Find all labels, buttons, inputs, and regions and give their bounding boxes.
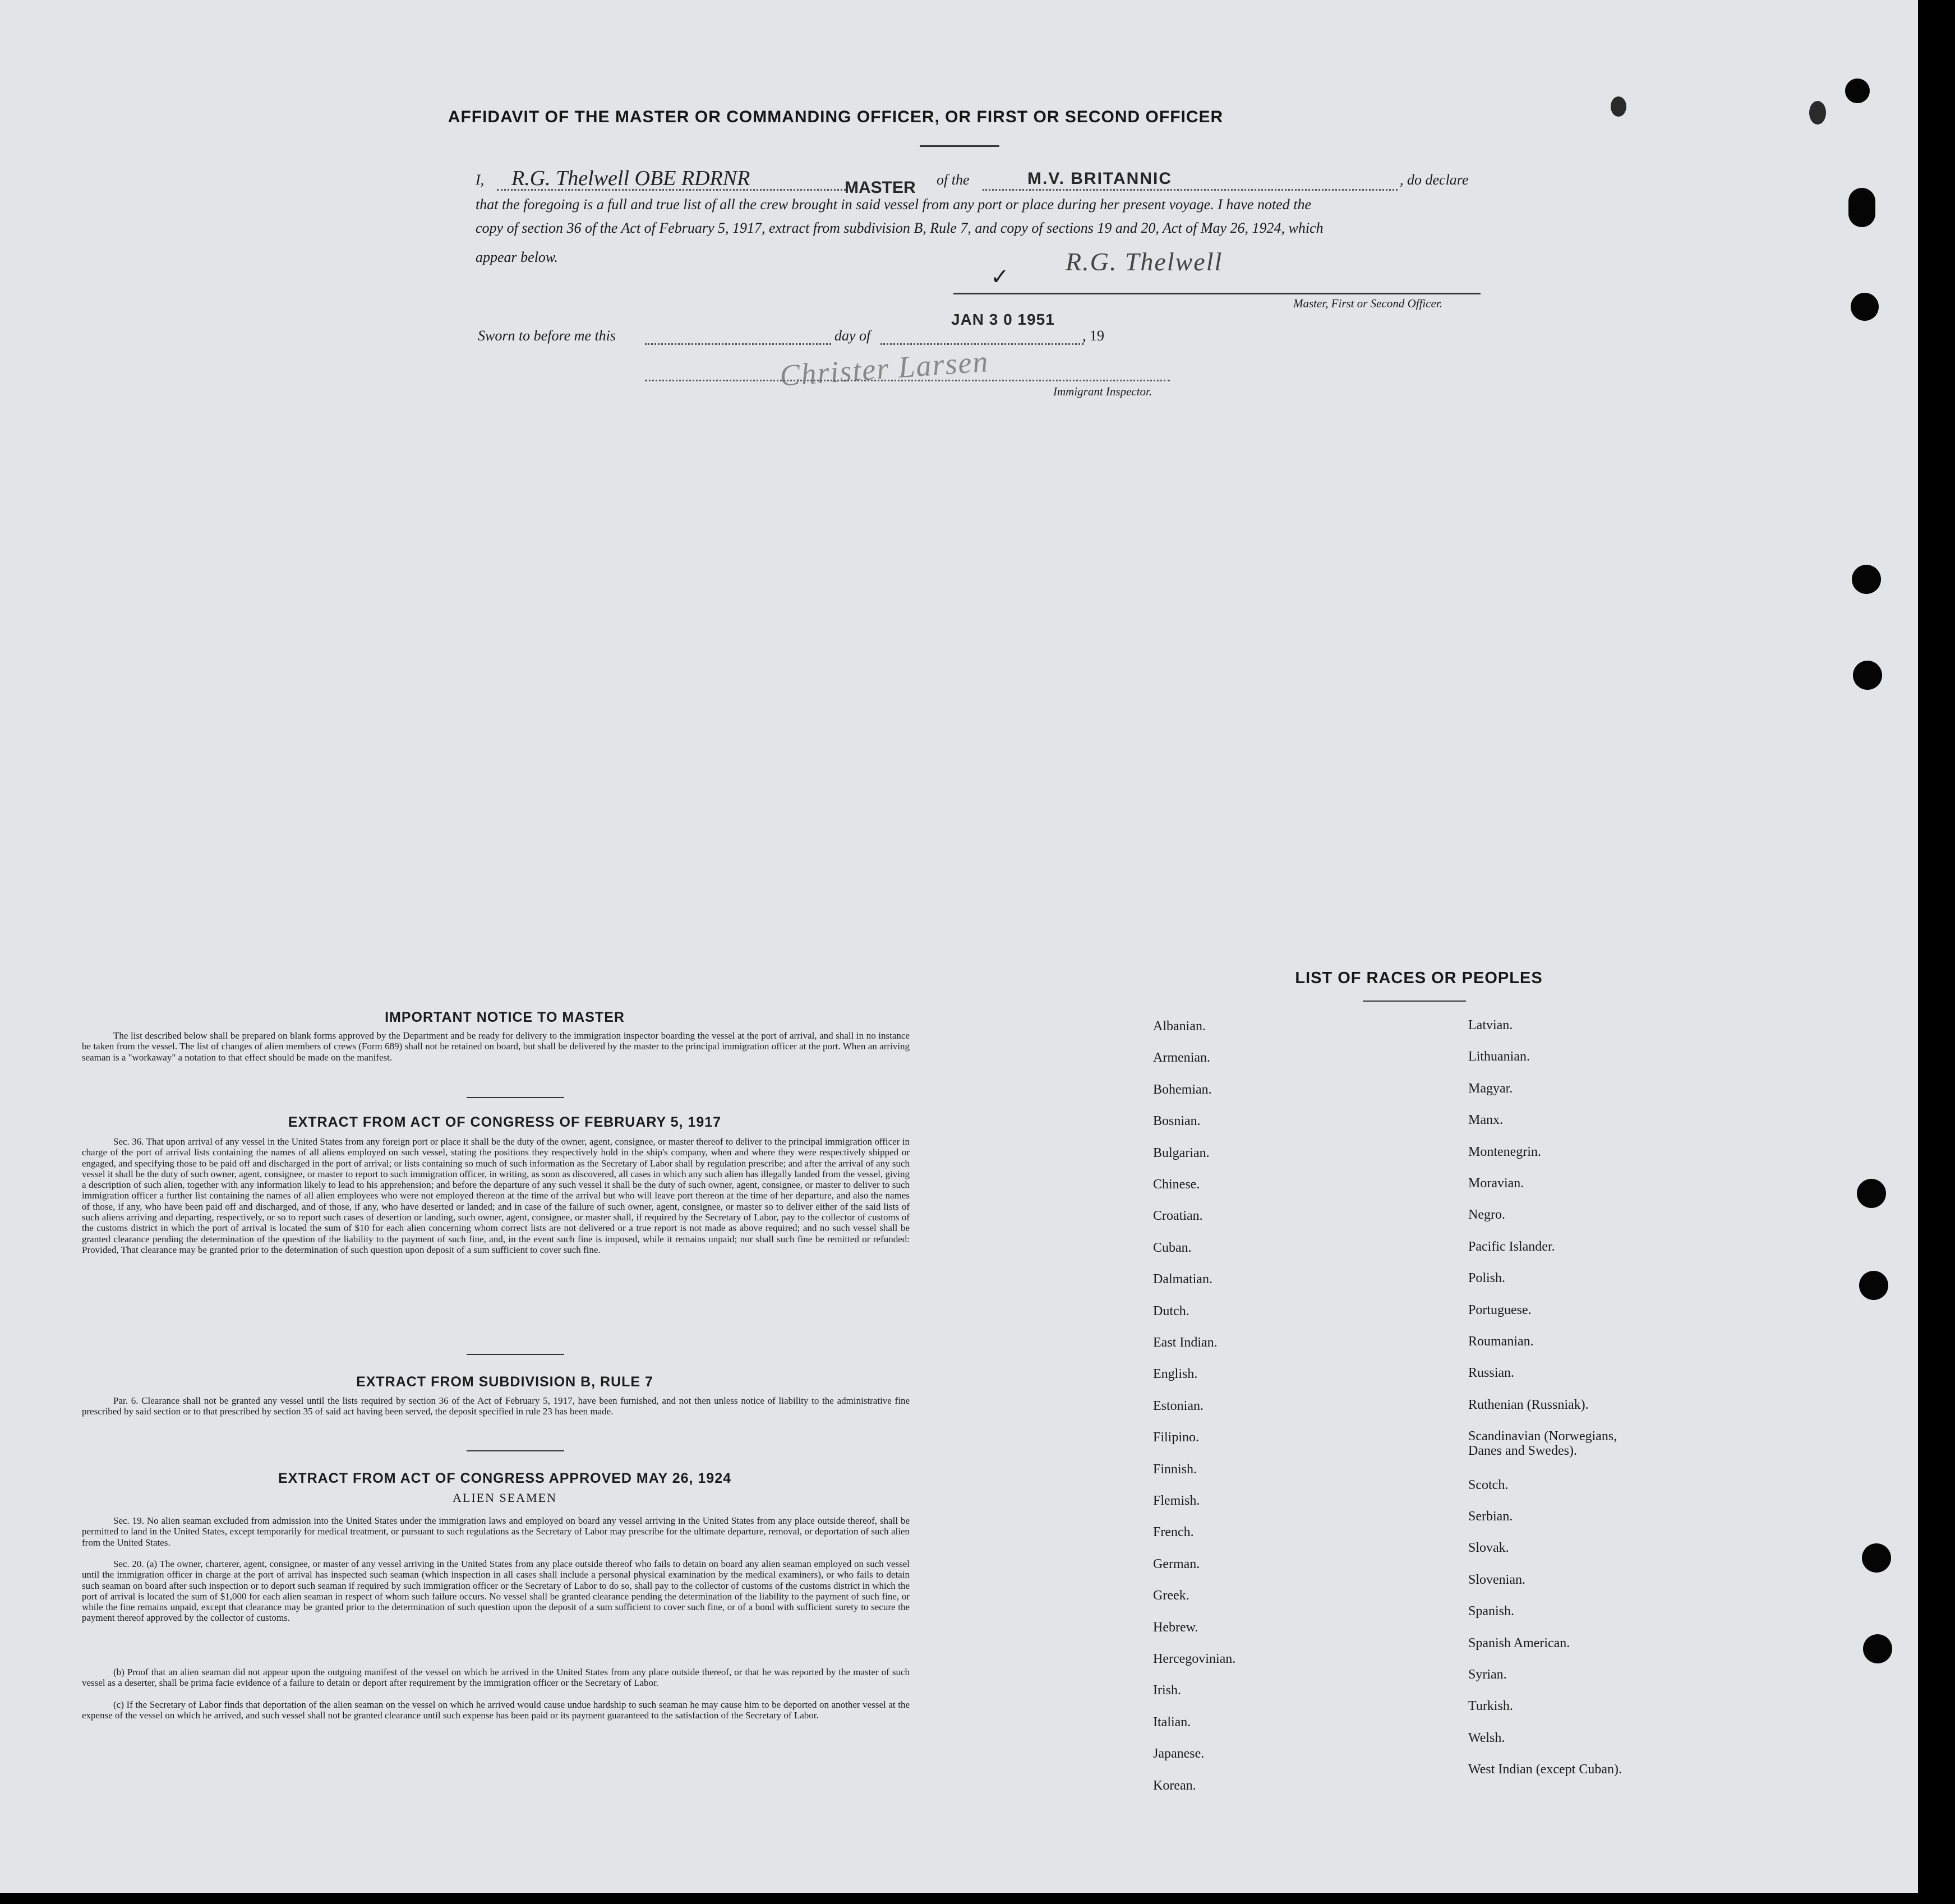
sworn-prefix: Sworn to before me this bbox=[478, 328, 616, 344]
race-item: Portuguese. bbox=[1468, 1302, 1532, 1317]
affidavit-prefix: I, bbox=[476, 172, 485, 188]
race-item: Serbian. bbox=[1468, 1509, 1513, 1524]
smudge-mark bbox=[1611, 96, 1626, 117]
master-stamp: MASTER bbox=[845, 178, 916, 197]
divider bbox=[467, 1097, 564, 1098]
race-item: Scotch. bbox=[1468, 1477, 1509, 1492]
punch-hole bbox=[1857, 1179, 1886, 1208]
master-name: R.G. Thelwell OBE RDRNR bbox=[511, 167, 750, 190]
affidavit-line-3: copy of section 36 of the Act of February 5, 1917, extract from subdivision B, Rule 7, and copy of sections 19 and 20, Act of May 26, 1924, which bbox=[476, 220, 1324, 236]
race-item: German. bbox=[1153, 1556, 1200, 1571]
do-declare-label: , do declare bbox=[1400, 172, 1469, 188]
divider bbox=[1363, 1001, 1466, 1002]
punch-hole bbox=[1863, 1634, 1892, 1663]
race-item: Welsh. bbox=[1468, 1730, 1505, 1745]
race-item: Hebrew. bbox=[1153, 1620, 1198, 1635]
divider bbox=[920, 145, 999, 147]
race-item: Croatian. bbox=[1153, 1209, 1203, 1224]
race-item: Latvian. bbox=[1468, 1018, 1513, 1032]
extract-rule7-body: Par. 6. Clearance shall not be granted any vessel until the lists required by section 36 of the Act of February 5, 1917, have been furnished, and not then unless notice of liability to the administrative fine prescribed by said section or to that prescribed by section 35 of said act having been served, the deposit specified in rule 23 has been made. bbox=[82, 1395, 910, 1417]
punch-hole bbox=[1859, 1271, 1888, 1300]
extract-1924-title: EXTRACT FROM ACT OF CONGRESS APPROVED MAY 26, 1924 bbox=[278, 1470, 732, 1486]
race-item: Slovenian. bbox=[1468, 1572, 1525, 1587]
master-caption: Master, First or Second Officer. bbox=[1293, 297, 1442, 310]
checkmark: ✓ bbox=[990, 264, 1009, 289]
race-item: Italian. bbox=[1153, 1714, 1191, 1730]
race-item: Flemish. bbox=[1153, 1493, 1200, 1508]
extract-rule7-title: EXTRACT FROM SUBDIVISION B, RULE 7 bbox=[356, 1374, 653, 1390]
sec-20c-text: (c) If the Secretary of Labor finds that deportation of the alien seaman on the vessel on which he arrived would cause undue hardship to such seaman he may cause him to be deported on another vessel at the expense of the vessel on which he arrived, and such vessel shall not be granted clearance until such expense has been paid or its payment guaranteed to the satisfaction of the Secretary of Labor. bbox=[82, 1699, 910, 1721]
race-item: West Indian (except Cuban). bbox=[1468, 1762, 1622, 1777]
year-prefix: , 19 bbox=[1082, 328, 1104, 344]
race-item: Dalmatian. bbox=[1153, 1272, 1212, 1287]
race-item: English. bbox=[1153, 1367, 1198, 1382]
extract-1924-subtitle: ALIEN SEAMEN bbox=[453, 1491, 557, 1505]
affidavit-line-2: that the foregoing is a full and true list of all the crew brought in said vessel from any port or place during her present voyage. I have noted the bbox=[476, 196, 1311, 213]
day-of-label: day of bbox=[834, 328, 871, 344]
race-item: Scandinavian (Norwegians, Danes and Swedes). bbox=[1468, 1429, 1617, 1459]
date-stamp: JAN 3 0 1951 bbox=[951, 311, 1055, 328]
race-item: Japanese. bbox=[1153, 1746, 1205, 1762]
race-item: Polish. bbox=[1468, 1271, 1506, 1286]
race-item: Irish. bbox=[1153, 1683, 1181, 1698]
race-item: Spanish. bbox=[1468, 1604, 1515, 1619]
affidavit-line-4: appear below. bbox=[476, 249, 558, 265]
race-item: Manx. bbox=[1468, 1113, 1503, 1128]
smudge-mark bbox=[1809, 101, 1826, 125]
race-item: Pacific Islander. bbox=[1468, 1239, 1555, 1254]
race-item: Negro. bbox=[1468, 1207, 1505, 1223]
sec-20a-text: Sec. 20. (a) The owner, charterer, agent, consignee, or master of any vessel arriving in the United States from any place outside thereof who fails to detain on board any alien seaman employed on such vessel until the immigration officer in charge at the port of arrival has inspected such seaman (which inspection in all cases shall include a personal physical examination by the medical examiners), or who fails to detain such seaman on board after such inspection or to deport such seaman if required by such immigration officer or the Secretary of Labor to do so, shall pay to the collector of customs of the customs district in which the port of arrival is located the sum of $1,000 for each alien seaman in respect of whom such failure occurs. No vessel shall be granted clearance pending the determination of the liability to the payment of such fine, or while the fine remains unpaid, except that clearance may be granted prior to the determination of such question upon the deposit of a sum sufficient to cover such fine, or of a bond with sufficient surety to secure the payment thereof approved by the collector of customs. bbox=[82, 1559, 910, 1624]
race-item: Slovak. bbox=[1468, 1541, 1509, 1556]
race-item: Dutch. bbox=[1153, 1303, 1189, 1318]
race-item: Filipino. bbox=[1153, 1430, 1200, 1445]
race-item: Spanish American. bbox=[1468, 1635, 1570, 1651]
race-item: Korean. bbox=[1153, 1778, 1196, 1793]
punch-hole bbox=[1848, 188, 1875, 227]
master-signature: R.G. Thelwell bbox=[1066, 247, 1223, 276]
extract-1917-title: EXTRACT FROM ACT OF CONGRESS OF FEBRUARY 5, 1917 bbox=[288, 1114, 722, 1130]
race-item: Montenegrin. bbox=[1468, 1144, 1541, 1159]
race-item: Finnish. bbox=[1153, 1462, 1197, 1477]
race-item: Bulgarian. bbox=[1153, 1145, 1210, 1160]
inspector-line bbox=[645, 380, 1170, 381]
race-item: Lithuanian. bbox=[1468, 1049, 1530, 1064]
race-item: Greek. bbox=[1153, 1588, 1189, 1603]
extract-1917-body: Sec. 36. That upon arrival of any vessel in the United States from any foreign port or place it shall be the duty of the owner, agent, consignee, or master thereof to deliver to the principal immigration officer in charge of the port of arrival lists containing the names of all aliens employed on such vessel, stating the positions they respectively hold in the ship's company, when and where they were respectively shipped or engaged, and specifying those to be paid off and discharged in the port of arrival; or lists containing so much of such information as the Secretary of Labor shall by regulation prescribe; and after the arrival of any such vessel it shall be the duty of such owner, agent, consignee, or master to report to such immigration officer, in writing, as soon as discovered, all cases in which any such alien has illegally landed from the vessel, giving a description of such alien, together with any information likely to lead to his apprehension; and before the departure of any such vessel it shall be the duty of such owner, agent, consignee, or master to deliver to such immigration officer a further list containing the names of all alien employees who were not employed thereon at the time of the arrival but who will leave port thereon at the time of her departure, and also the names of those, if any, who have been paid off and discharged, and of those, if any, who have deserted or landed; and in case of the failure of such owner, agent, consignee, or master so to deliver either of the said lists of such aliens arriving and departing, respectively, or so to report such cases of desertion or landing, such owner, agent, consignee, or master shall, if required by the Secretary of Labor, pay to the collector of customs of the customs district in which the port of arrival is located the sum of $10 for each alien concerning whom correct lists are not delivered or a true report is not made as above required; and no such vessel shall be granted clearance pending the determination of the question of the liability to the payment of such fine, and, in the event such fine is imposed, while it remains unpaid; nor shall such fine be remitted or refunded: Provided, That clearance may be granted prior to the determination of such question upon deposit of a sum sufficient to cover such fine. bbox=[82, 1136, 910, 1255]
punch-hole bbox=[1862, 1543, 1891, 1573]
race-item: Roumanian. bbox=[1468, 1334, 1534, 1349]
races-title: LIST OF RACES OR PEOPLES bbox=[1295, 969, 1543, 987]
punch-hole bbox=[1852, 565, 1881, 594]
sec-19-text: Sec. 19. No alien seaman excluded from admission into the United States under the immigration laws and employed on board any vessel arriving in the United States from any place outside thereof, shall be permitted to land in the United States, except temporarily for medical treatment, or pursuant to such regulations as the Secretary of Labor may prescribe for the ultimate departure, removal, or deportation of such alien from the United States. bbox=[82, 1515, 910, 1548]
race-item: Syrian. bbox=[1468, 1667, 1507, 1682]
sec-20b-text: (b) Proof that an alien seaman did not appear upon the outgoing manifest of the vessel on which he arrived in the United States from any place outside thereof, or that he was reported by the master of such vessel as a deserter, shall be prima facie evidence of a failure to detain or deport after requirement by the immigration officer or the Secretary of Labor. bbox=[82, 1667, 910, 1689]
race-item: Albanian. bbox=[1153, 1019, 1206, 1034]
inspector-caption: Immigrant Inspector. bbox=[1053, 385, 1152, 398]
sworn-day-line bbox=[645, 343, 831, 345]
punch-hole bbox=[1845, 79, 1870, 103]
race-item: Estonian. bbox=[1153, 1398, 1204, 1413]
vessel-name: M.V. BRITANNIC bbox=[1027, 169, 1173, 188]
notice-title: IMPORTANT NOTICE TO MASTER bbox=[385, 1009, 625, 1025]
divider bbox=[467, 1450, 564, 1451]
race-item: Turkish. bbox=[1468, 1699, 1513, 1714]
notice-body: The list described below shall be prepared on blank forms approved by the Department and be ready for delivery to the immigration inspector boarding the vessel at the port of arrival, and shall in no instance be taken from the vessel. The list of changes of alien members of crews (Form 689) shall not be retained on board, but shall be delivered by the master to the principal immigration officer at the port. When an arriving seaman is a "workaway" a notation to that effect should be made on the manifest. bbox=[82, 1030, 910, 1063]
race-item: Russian. bbox=[1468, 1366, 1515, 1381]
affidavit-title: AFFIDAVIT OF THE MASTER OR COMMANDING OFFICER, OR FIRST OR SECOND OFFICER bbox=[448, 108, 1224, 126]
race-item: Armenian. bbox=[1153, 1050, 1210, 1066]
race-item: Bohemian. bbox=[1153, 1082, 1212, 1097]
race-item: Chinese. bbox=[1153, 1177, 1200, 1192]
race-item: Moravian. bbox=[1468, 1176, 1524, 1191]
race-item: Magyar. bbox=[1468, 1081, 1513, 1096]
divider bbox=[467, 1354, 564, 1355]
signature-line bbox=[953, 293, 1481, 294]
race-item: Bosnian. bbox=[1153, 1114, 1201, 1129]
race-item: Hercegovinian. bbox=[1153, 1652, 1236, 1666]
of-the-label: of the bbox=[937, 172, 970, 188]
race-item: Cuban. bbox=[1153, 1240, 1192, 1255]
race-item: Ruthenian (Russniak). bbox=[1468, 1397, 1589, 1412]
punch-hole bbox=[1851, 293, 1879, 321]
race-item: East Indian. bbox=[1153, 1335, 1218, 1350]
punch-hole bbox=[1853, 661, 1882, 690]
race-item: French. bbox=[1153, 1525, 1194, 1540]
vessel-line bbox=[983, 189, 1398, 191]
inspector-signature: Christer Larsen bbox=[778, 344, 990, 393]
